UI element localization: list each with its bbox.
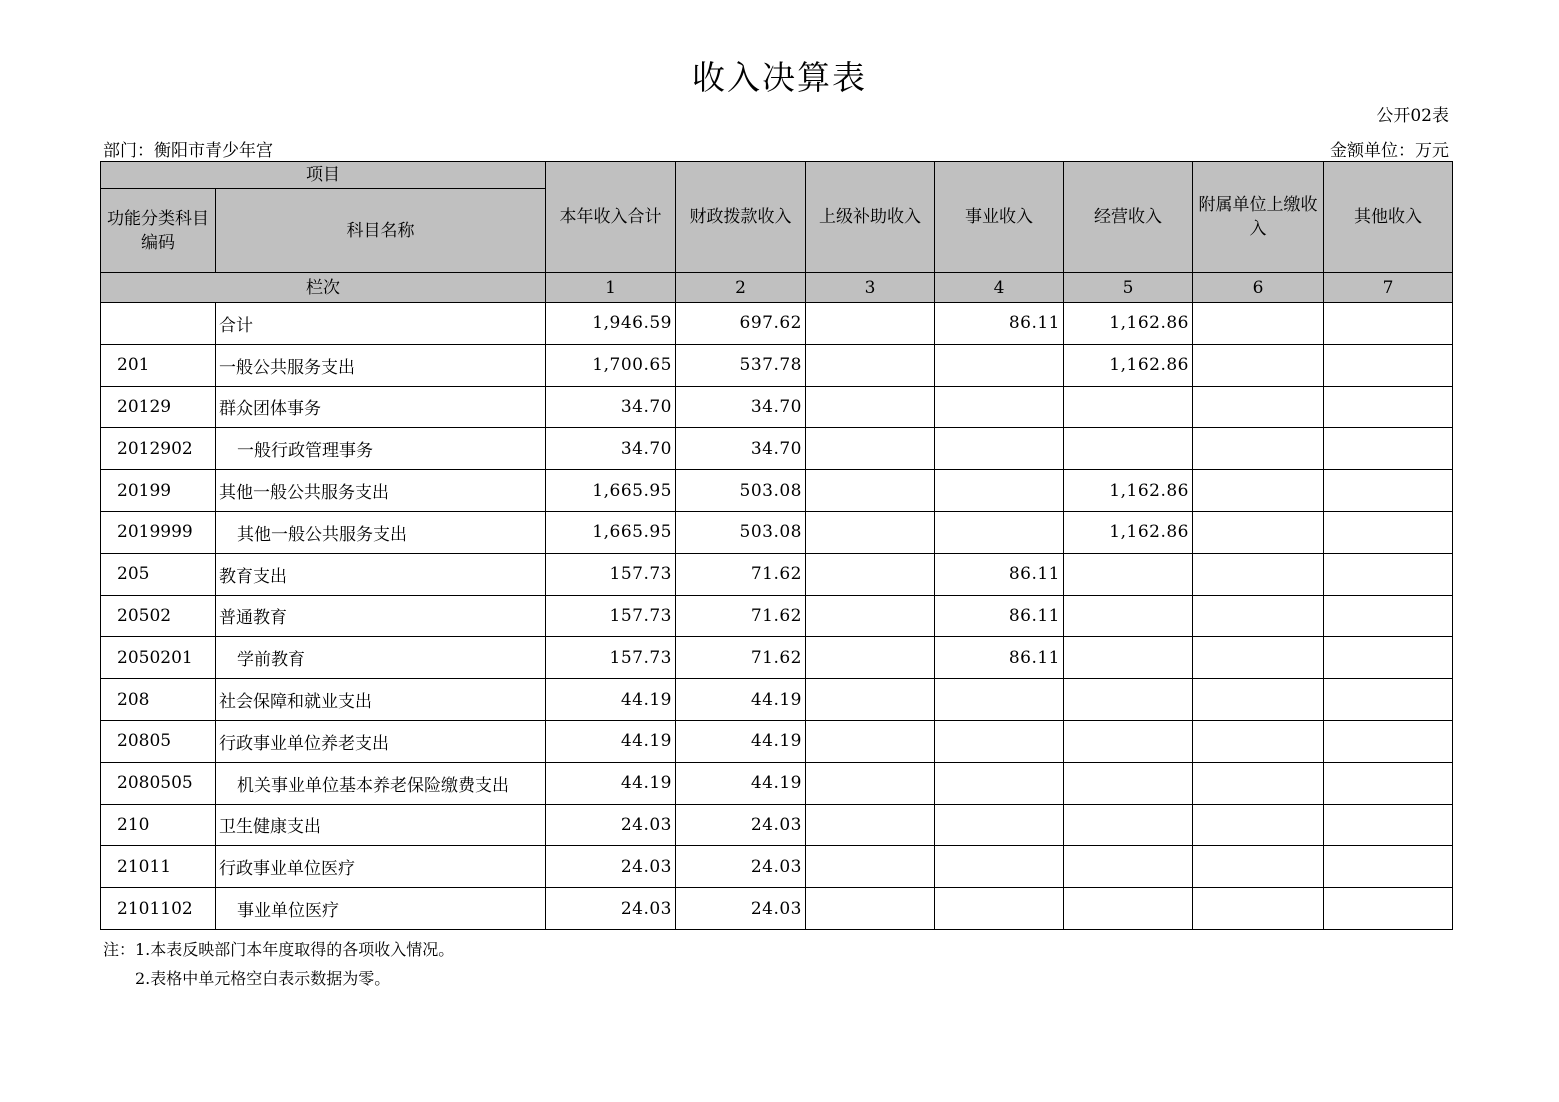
value-col-7: [1324, 595, 1453, 637]
value-col-2: 24.03: [676, 888, 806, 930]
department-label: 部门：衡阳市青少年宫: [103, 141, 273, 161]
value-col-1: 44.19: [546, 720, 676, 762]
header-col-2: 财政拨款收入: [676, 162, 806, 273]
value-col-3: [806, 511, 935, 553]
value-col-2: 71.62: [676, 553, 806, 595]
value-col-6: [1193, 804, 1324, 846]
value-col-1: 1,946.59: [546, 303, 676, 345]
table-row: [101, 303, 1453, 345]
table-row: [101, 679, 1453, 721]
value-col-2: 71.62: [676, 595, 806, 637]
value-col-3: [806, 637, 935, 679]
value-col-7: [1324, 804, 1453, 846]
value-col-3: [806, 553, 935, 595]
value-col-3: [806, 344, 935, 386]
header-row-label: 栏次: [101, 273, 546, 303]
value-col-6: [1193, 679, 1324, 721]
value-col-2: 503.08: [676, 470, 806, 512]
value-col-2: 537.78: [676, 344, 806, 386]
value-col-4: [935, 888, 1064, 930]
value-col-6: [1193, 386, 1324, 428]
col-num-4: 4: [935, 273, 1064, 303]
value-col-1: 157.73: [546, 595, 676, 637]
subject-code: 20199: [101, 470, 216, 512]
form-number: 公开02表: [1376, 106, 1449, 126]
value-col-3: [806, 762, 935, 804]
col-num-6: 6: [1193, 273, 1324, 303]
value-col-5: 1,162.86: [1064, 511, 1193, 553]
table-row: [101, 386, 1453, 428]
value-col-1: 1,665.95: [546, 511, 676, 553]
value-col-4: [935, 679, 1064, 721]
value-col-1: 1,700.65: [546, 344, 676, 386]
value-col-6: [1193, 511, 1324, 553]
value-col-5: 1,162.86: [1064, 344, 1193, 386]
value-col-2: 24.03: [676, 846, 806, 888]
value-col-4: [935, 762, 1064, 804]
col-num-2: 2: [676, 273, 806, 303]
footnote-1: 注：1.本表反映部门本年度取得的各项收入情况。: [103, 940, 455, 959]
subject-name: 群众团体事务: [216, 386, 546, 428]
value-col-3: [806, 428, 935, 470]
table-row: [101, 846, 1453, 888]
value-col-6: [1193, 344, 1324, 386]
value-col-7: [1324, 303, 1453, 345]
value-col-6: [1193, 428, 1324, 470]
value-col-7: [1324, 428, 1453, 470]
value-col-2: 697.62: [676, 303, 806, 345]
value-col-3: [806, 804, 935, 846]
value-col-3: [806, 846, 935, 888]
value-col-4: [935, 470, 1064, 512]
value-col-4: 86.11: [935, 637, 1064, 679]
value-col-4: [935, 428, 1064, 470]
value-col-6: [1193, 470, 1324, 512]
value-col-4: 86.11: [935, 553, 1064, 595]
subject-name: 其他一般公共服务支出: [216, 511, 546, 553]
value-col-4: [935, 386, 1064, 428]
value-col-6: [1193, 888, 1324, 930]
value-col-7: [1324, 762, 1453, 804]
value-col-1: 157.73: [546, 553, 676, 595]
value-col-7: [1324, 470, 1453, 512]
value-col-2: 71.62: [676, 637, 806, 679]
table-row: [101, 470, 1453, 512]
subject-code: 201: [101, 344, 216, 386]
value-col-7: [1324, 511, 1453, 553]
subject-name: 行政事业单位医疗: [216, 846, 546, 888]
value-col-7: [1324, 344, 1453, 386]
value-col-1: 24.03: [546, 804, 676, 846]
subject-name: 事业单位医疗: [216, 888, 546, 930]
value-col-1: 157.73: [546, 637, 676, 679]
value-col-4: [935, 344, 1064, 386]
table-row: [101, 637, 1453, 679]
amount-unit-label: 金额单位：万元: [1330, 141, 1449, 161]
table-row: [101, 720, 1453, 762]
subject-code: 205: [101, 553, 216, 595]
value-col-7: [1324, 386, 1453, 428]
value-col-7: [1324, 679, 1453, 721]
table-row: [101, 888, 1453, 930]
subject-code: 20502: [101, 595, 216, 637]
value-col-1: 44.19: [546, 679, 676, 721]
subject-name: 教育支出: [216, 553, 546, 595]
value-col-4: 86.11: [935, 595, 1064, 637]
value-col-6: [1193, 637, 1324, 679]
subject-code: 210: [101, 804, 216, 846]
value-col-6: [1193, 762, 1324, 804]
value-col-2: 44.19: [676, 679, 806, 721]
header-item: 项目: [101, 162, 546, 189]
value-col-5: [1064, 762, 1193, 804]
subject-name: 合计: [216, 303, 546, 345]
value-col-3: [806, 303, 935, 345]
table-row: [101, 762, 1453, 804]
subject-name: 卫生健康支出: [216, 804, 546, 846]
value-col-6: [1193, 595, 1324, 637]
header-name: 科目名称: [216, 189, 546, 273]
subject-code: 21011: [101, 846, 216, 888]
value-col-4: 86.11: [935, 303, 1064, 345]
value-col-2: 44.19: [676, 720, 806, 762]
value-col-7: [1324, 888, 1453, 930]
value-col-4: [935, 846, 1064, 888]
value-col-2: 44.19: [676, 762, 806, 804]
value-col-5: [1064, 888, 1193, 930]
subject-code: [101, 303, 216, 345]
value-col-6: [1193, 720, 1324, 762]
value-col-5: [1064, 553, 1193, 595]
footnotes: [103, 935, 454, 993]
value-col-1: 24.03: [546, 846, 676, 888]
subject-code: 2101102: [101, 888, 216, 930]
value-col-2: 24.03: [676, 804, 806, 846]
page-title: 收入决算表: [692, 58, 867, 97]
footnote-2: 2.表格中单元格空白表示数据为零。: [135, 969, 391, 988]
value-col-7: [1324, 637, 1453, 679]
subject-name: 行政事业单位养老支出: [216, 720, 546, 762]
value-col-7: [1324, 846, 1453, 888]
value-col-5: [1064, 637, 1193, 679]
value-col-4: [935, 804, 1064, 846]
value-col-6: [1193, 303, 1324, 345]
value-col-1: 44.19: [546, 762, 676, 804]
header-col-3: 上级补助收入: [806, 162, 935, 273]
value-col-4: [935, 720, 1064, 762]
value-col-4: [935, 511, 1064, 553]
subject-code: 2050201: [101, 637, 216, 679]
value-col-7: [1324, 553, 1453, 595]
value-col-5: [1064, 846, 1193, 888]
value-col-5: [1064, 804, 1193, 846]
value-col-2: 503.08: [676, 511, 806, 553]
table-row: [101, 553, 1453, 595]
subject-code: 208: [101, 679, 216, 721]
subject-code: 2019999: [101, 511, 216, 553]
subject-name: 一般公共服务支出: [216, 344, 546, 386]
header-row-column-numbers: [101, 273, 1453, 303]
subject-code: 20129: [101, 386, 216, 428]
value-col-5: 1,162.86: [1064, 303, 1193, 345]
subject-name: 一般行政管理事务: [216, 428, 546, 470]
table-row: [101, 511, 1453, 553]
header-col-1: 本年收入合计: [546, 162, 676, 273]
value-col-5: 1,162.86: [1064, 470, 1193, 512]
value-col-3: [806, 720, 935, 762]
col-num-1: 1: [546, 273, 676, 303]
value-col-3: [806, 386, 935, 428]
subject-name: 机关事业单位基本养老保险缴费支出: [216, 762, 546, 804]
value-col-5: [1064, 595, 1193, 637]
col-num-7: 7: [1324, 273, 1453, 303]
value-col-1: 34.70: [546, 386, 676, 428]
subject-code: 2080505: [101, 762, 216, 804]
value-col-5: [1064, 720, 1193, 762]
table-row: [101, 344, 1453, 386]
value-col-6: [1193, 553, 1324, 595]
table-row: [101, 428, 1453, 470]
subject-name: 其他一般公共服务支出: [216, 470, 546, 512]
value-col-5: [1064, 386, 1193, 428]
header-row-item: [101, 162, 1453, 189]
header-col-6: 附属单位上缴收入: [1193, 162, 1324, 273]
value-col-2: 34.70: [676, 428, 806, 470]
header-col-7: 其他收入: [1324, 162, 1453, 273]
value-col-3: [806, 888, 935, 930]
value-col-7: [1324, 720, 1453, 762]
col-num-3: 3: [806, 273, 935, 303]
value-col-1: 34.70: [546, 428, 676, 470]
value-col-3: [806, 679, 935, 721]
income-statement-table: [100, 161, 1453, 930]
value-col-3: [806, 470, 935, 512]
value-col-6: [1193, 846, 1324, 888]
subject-name: 社会保障和就业支出: [216, 679, 546, 721]
table-row: [101, 595, 1453, 637]
header-col-4: 事业收入: [935, 162, 1064, 273]
subject-code: 20805: [101, 720, 216, 762]
col-num-5: 5: [1064, 273, 1193, 303]
subject-code: 2012902: [101, 428, 216, 470]
value-col-1: 1,665.95: [546, 470, 676, 512]
value-col-5: [1064, 679, 1193, 721]
value-col-2: 34.70: [676, 386, 806, 428]
value-col-5: [1064, 428, 1193, 470]
subject-name: 普通教育: [216, 595, 546, 637]
subject-name: 学前教育: [216, 637, 546, 679]
value-col-1: 24.03: [546, 888, 676, 930]
header-col-5: 经营收入: [1064, 162, 1193, 273]
header-code: 功能分类科目编码: [101, 189, 216, 273]
value-col-3: [806, 595, 935, 637]
table-row: [101, 804, 1453, 846]
